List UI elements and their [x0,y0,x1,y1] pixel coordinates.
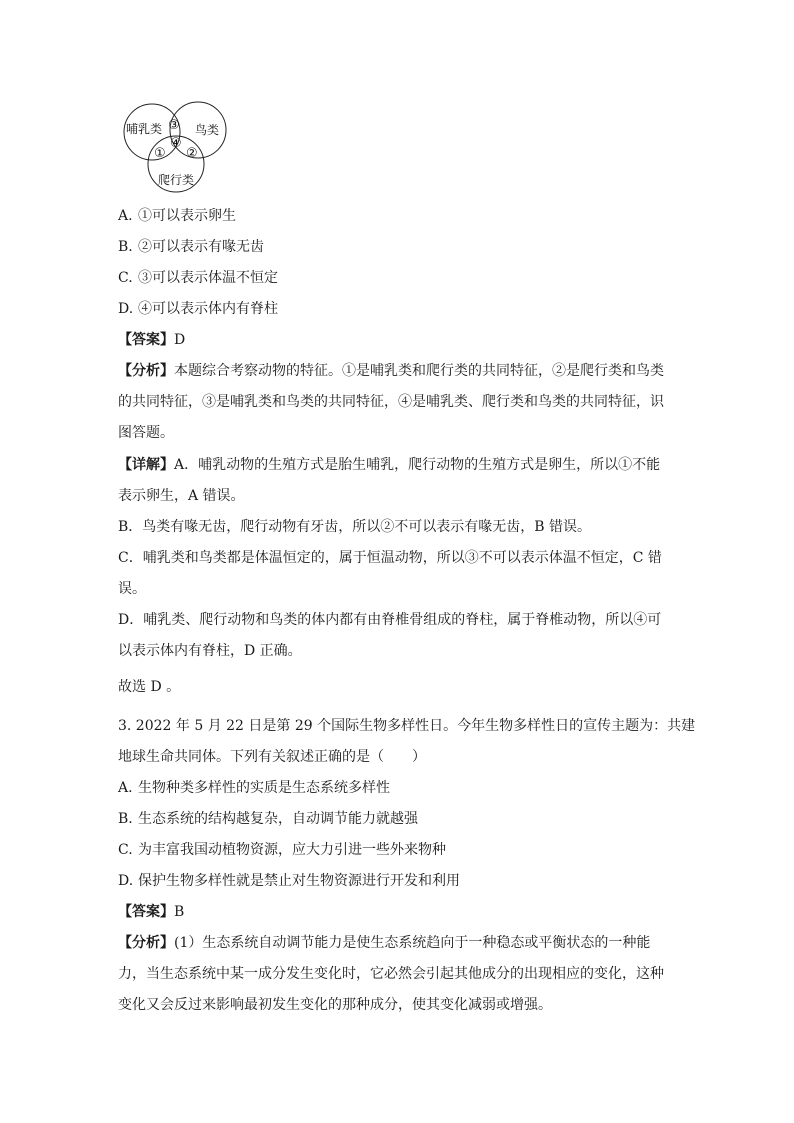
q3-stem-line-1: 3. 2022 年 5 月 22 日是第 29 个国际生物多样性日。今年生物多样性日的宣传主题为：共建 [118,718,696,734]
option-letter: C. [118,270,133,286]
q2-answer [118,330,185,350]
q3-analysis-line-2: 力，当生态系统中某一成分发生变化时，它必然会引起其他成分的出现相应的变化，这种 [118,966,664,982]
q2-detail-line-3: B．鸟类有喙无齿，爬行动物有牙齿，所以②不可以表示有喙无齿，B 错误。 [118,519,592,535]
q3-answer [118,902,184,922]
option-text: 保护生物多样性就是禁止对生物资源进行开发和利用 [138,873,460,889]
q2-option-c [118,268,278,288]
q2-option-a [118,206,236,226]
detail-tag: 【详解】 [118,457,174,473]
venn-label-reptile: 爬行类 [158,173,195,187]
option-letter: A. [118,780,133,796]
venn-region-2: ② [186,146,198,161]
q2-analysis-line-3: 图答题。 [118,425,174,441]
option-text: 生物种类多样性的实质是生态系统多样性 [138,780,390,796]
venn-label-mammal: 哺乳类 [126,122,163,136]
q3-stem-line-2: 地球生命共同体。下列有关叙述正确的是（ ） [118,749,426,765]
q2-detail-line-6: D．哺乳类、爬行动物和鸟类的体内都有由脊椎骨组成的脊柱，属于脊椎动物，所以④可 [118,612,662,628]
option-letter: A. [118,208,133,224]
q2-detail-line-7: 以表示体内有脊柱，D 正确。 [118,643,302,659]
detail-text: A．哺乳动物的生殖方式是胎生哺乳，爬行动物的生殖方式是卵生，所以①不能 [174,457,661,473]
venn-diagram [122,100,234,196]
analysis-text: 本题综合考察动物的特征。①是哺乳类和爬行类的共同特征，②是爬行类和鸟类 [174,363,664,379]
option-text: 为丰富我国动植物资源，应大力引进一些外来物种 [138,842,446,858]
option-letter: D. [118,873,134,889]
venn-region-4: ④ [170,136,182,151]
answer-value: D [174,332,186,348]
q2-detail-line-2: 表示卵生，A 错误。 [118,488,245,504]
option-text: ④可以表示体内有脊柱 [138,301,278,317]
q2-analysis-line-1 [118,361,664,381]
analysis-text: (1）生态系统自动调节能力是使生态系统趋向于一种稳态或平衡状态的一种能 [174,935,651,951]
option-text: ②可以表示有喙无齿 [138,239,264,255]
option-text: ③可以表示体温不恒定 [138,270,278,286]
q3-option-c [118,840,446,860]
analysis-tag: 【分析】 [118,363,174,379]
q3-option-b [118,809,418,829]
option-letter: B. [118,811,133,827]
answer-tag: 【答案】 [118,332,174,348]
q2-option-b [118,237,264,257]
venn-region-3: ③ [168,118,180,133]
option-text: ①可以表示卵生 [138,208,236,224]
answer-value: B [174,904,185,920]
option-letter: D. [118,301,134,317]
q2-conclusion: 故选 D 。 [118,679,181,695]
q3-analysis-line-1 [118,933,650,953]
option-letter: C. [118,842,133,858]
q2-detail-line-4: C．哺乳类和鸟类都是体温恒定的，属于恒温动物，所以③不可以表示体温不恒定，C 错 [118,550,662,566]
venn-label-bird: 鸟类 [195,123,220,137]
q3-option-a [118,778,390,798]
option-text: 生态系统的结构越复杂，自动调节能力就越强 [138,811,418,827]
q2-detail-line-5: 误。 [118,581,146,597]
venn-region-1: ① [154,146,166,161]
answer-tag: 【答案】 [118,904,174,920]
q3-option-d [118,871,460,891]
option-letter: B. [118,239,133,255]
q2-option-d [118,299,278,319]
q2-detail-line-1 [118,455,660,475]
q2-analysis-line-2: 的共同特征，③是哺乳类和鸟类的共同特征，④是哺乳类、爬行类和鸟类的共同特征，识 [118,394,664,410]
analysis-tag: 【分析】 [118,935,174,951]
q3-analysis-line-3: 变化又会反过来影响最初发生变化的那种成分，使其变化减弱或增强。 [118,997,552,1013]
